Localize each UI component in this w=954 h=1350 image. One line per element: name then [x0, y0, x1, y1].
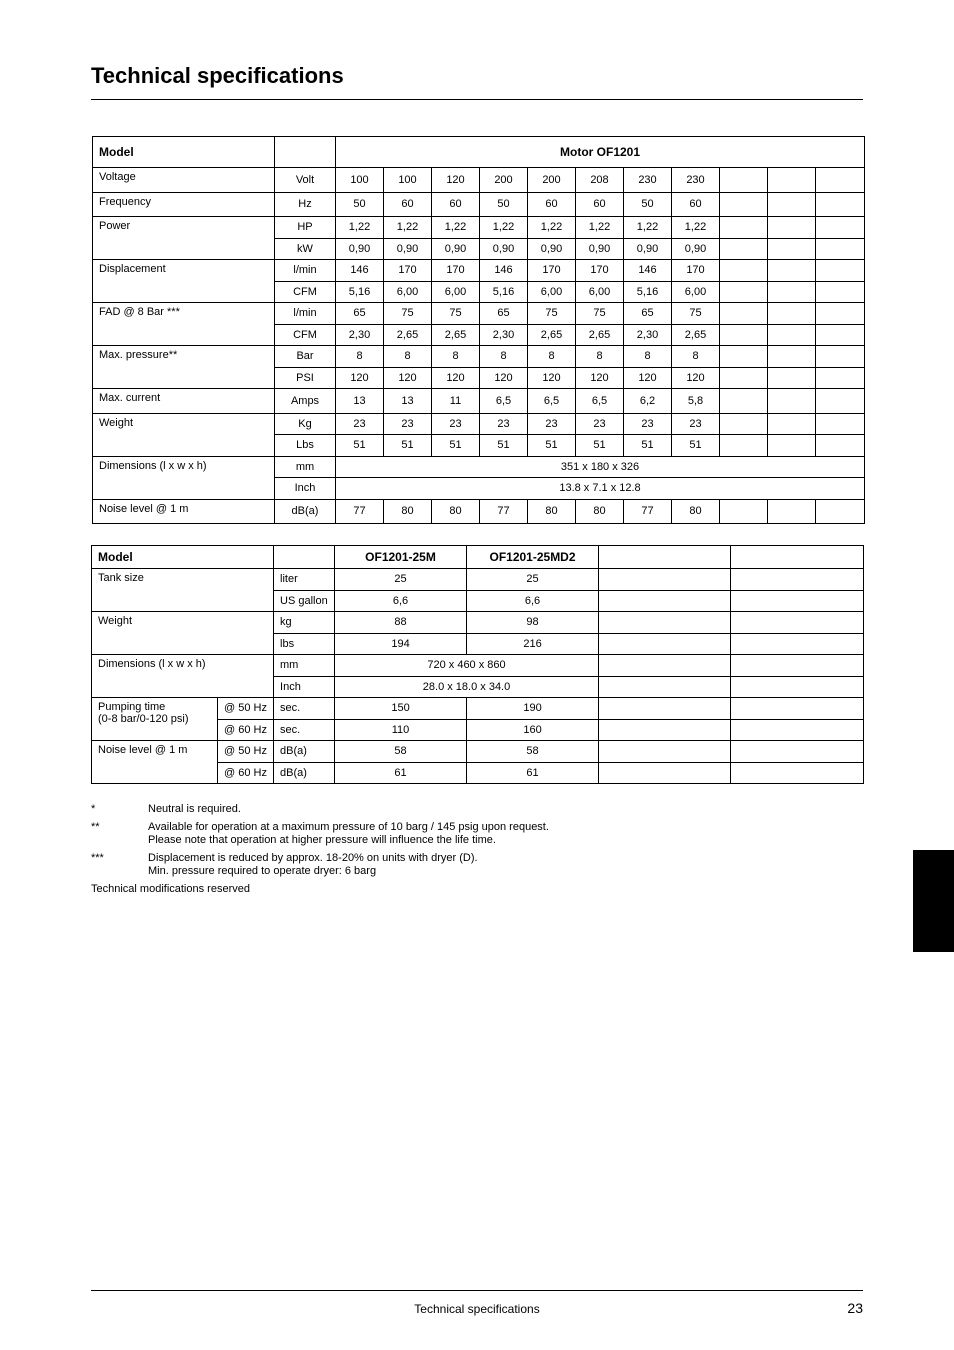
footnote-text — [148, 803, 241, 816]
footnote — [91, 803, 871, 816]
value-cell: 6,00 — [576, 281, 624, 303]
value-cell — [768, 168, 816, 193]
value-cell: 6,2 — [624, 389, 672, 414]
row-label: Noise level @ 1 m — [92, 741, 218, 784]
value-cell: 0,90 — [432, 238, 480, 260]
value-cell — [599, 719, 731, 741]
value-cell: 80 — [576, 499, 624, 524]
value-cell: 120 — [624, 367, 672, 389]
value-cell: 80 — [672, 499, 720, 524]
value-cell — [731, 762, 864, 784]
value-cell: 50 — [336, 192, 384, 217]
model-name — [731, 546, 864, 569]
row-unit: l/min — [275, 303, 336, 325]
row-label: Dimensions (l x w x h) — [93, 456, 275, 499]
value-cell — [599, 676, 731, 698]
footnote-mark: *** — [91, 852, 104, 864]
row-unit: US gallon — [274, 590, 335, 612]
value-cell — [768, 260, 816, 282]
spanned-value: 13.8 x 7.1 x 12.8 — [336, 478, 865, 500]
footnote — [91, 821, 871, 847]
value-cell — [731, 569, 864, 591]
value-cell — [768, 281, 816, 303]
value-cell — [599, 612, 731, 634]
row-label: Max. current — [93, 389, 275, 414]
value-cell — [720, 303, 768, 325]
value-cell — [731, 612, 864, 634]
row-label: Weight — [93, 413, 275, 456]
value-cell: 60 — [528, 192, 576, 217]
value-cell: 0,90 — [624, 238, 672, 260]
value-cell: 8 — [336, 346, 384, 368]
value-cell: 6,00 — [384, 281, 432, 303]
row-unit: HP — [275, 217, 336, 239]
value-cell: 13 — [384, 389, 432, 414]
motor-header: Motor OF1201 — [336, 137, 865, 168]
value-cell: 120 — [384, 367, 432, 389]
value-cell: 1,22 — [384, 217, 432, 239]
value-cell: 1,22 — [624, 217, 672, 239]
footnote — [91, 852, 871, 878]
value-cell: 2,65 — [528, 324, 576, 346]
value-cell — [599, 655, 731, 677]
value-cell: 23 — [624, 413, 672, 435]
model-name — [599, 546, 731, 569]
value-cell: 1,22 — [480, 217, 528, 239]
table-row — [93, 456, 865, 478]
value-cell — [816, 346, 865, 368]
value-cell: 160 — [467, 719, 599, 741]
row-unit: Amps — [275, 389, 336, 414]
value-cell: 50 — [624, 192, 672, 217]
value-cell — [768, 303, 816, 325]
value-cell: 5,16 — [336, 281, 384, 303]
footnote-line: Available for operation at a maximum pressure of 10 barg / 145 psig upon request. — [148, 821, 549, 833]
page-title: Technical specifications — [91, 63, 344, 88]
value-cell: 6,5 — [480, 389, 528, 414]
table-row — [93, 499, 865, 524]
table-row — [93, 217, 865, 239]
value-cell: 25 — [467, 569, 599, 591]
table-row — [92, 612, 864, 634]
value-cell: 61 — [467, 762, 599, 784]
value-cell: 170 — [528, 260, 576, 282]
value-cell — [720, 238, 768, 260]
value-cell — [720, 435, 768, 457]
value-cell: 100 — [384, 168, 432, 193]
value-cell: 98 — [467, 612, 599, 634]
value-cell: 80 — [384, 499, 432, 524]
row-label: Voltage — [93, 168, 275, 193]
value-cell — [720, 389, 768, 414]
model-name: OF1201-25MD2 — [467, 546, 599, 569]
footnote-list — [91, 803, 871, 878]
row-unit: CFM — [275, 324, 336, 346]
value-cell: 120 — [432, 367, 480, 389]
row-label: Power — [93, 217, 275, 260]
row-unit: Inch — [275, 478, 336, 500]
value-cell: 8 — [624, 346, 672, 368]
value-cell — [731, 655, 864, 677]
value-cell — [731, 719, 864, 741]
row-unit: CFM — [275, 281, 336, 303]
model-header: Model — [92, 546, 274, 569]
value-cell: 51 — [336, 435, 384, 457]
value-cell — [731, 676, 864, 698]
model-name: OF1201-25M — [335, 546, 467, 569]
value-cell: 170 — [384, 260, 432, 282]
row-label: Noise level @ 1 m — [93, 499, 275, 524]
value-cell: 5,16 — [624, 281, 672, 303]
value-cell: 23 — [528, 413, 576, 435]
value-cell: 0,90 — [672, 238, 720, 260]
value-cell: 75 — [432, 303, 480, 325]
page-number: 23 — [847, 1300, 863, 1316]
row-label: Weight — [92, 612, 274, 655]
value-cell: 230 — [624, 168, 672, 193]
value-cell — [816, 499, 865, 524]
footnote-mark: ** — [91, 821, 100, 833]
value-cell — [768, 346, 816, 368]
value-cell — [816, 238, 865, 260]
value-cell: 120 — [528, 367, 576, 389]
table-row — [92, 655, 864, 677]
value-cell — [768, 435, 816, 457]
value-cell — [720, 324, 768, 346]
value-cell — [768, 499, 816, 524]
value-cell: 216 — [467, 633, 599, 655]
footnotes — [91, 803, 871, 896]
row-unit: sec. — [274, 698, 335, 720]
value-cell — [816, 260, 865, 282]
value-cell — [720, 346, 768, 368]
value-cell — [816, 435, 865, 457]
spanned-value: 720 x 460 x 860 — [335, 655, 599, 677]
value-cell: 51 — [432, 435, 480, 457]
value-cell: 200 — [528, 168, 576, 193]
value-cell — [816, 389, 865, 414]
value-cell: 8 — [528, 346, 576, 368]
value-cell: 146 — [336, 260, 384, 282]
value-cell: 200 — [480, 168, 528, 193]
model-spec-table — [91, 545, 864, 784]
row-label: Displacement — [93, 260, 275, 303]
value-cell — [816, 168, 865, 193]
value-cell: 60 — [672, 192, 720, 217]
value-cell: 8 — [672, 346, 720, 368]
value-cell: 0,90 — [480, 238, 528, 260]
value-cell: 13 — [336, 389, 384, 414]
value-cell: 2,65 — [672, 324, 720, 346]
value-cell: 23 — [384, 413, 432, 435]
value-cell: 75 — [576, 303, 624, 325]
row-unit: dB(a) — [275, 499, 336, 524]
value-cell: 58 — [467, 741, 599, 763]
footnote-text — [148, 821, 549, 847]
value-cell — [768, 192, 816, 217]
value-cell: 2,65 — [432, 324, 480, 346]
row-unit: sec. — [274, 719, 335, 741]
value-cell: 170 — [672, 260, 720, 282]
value-cell: 51 — [624, 435, 672, 457]
table-row — [93, 413, 865, 435]
row-unit: Bar — [275, 346, 336, 368]
value-cell: 1,22 — [336, 217, 384, 239]
value-cell — [816, 281, 865, 303]
value-cell: 2,30 — [624, 324, 672, 346]
value-cell: 80 — [528, 499, 576, 524]
value-cell: 1,22 — [528, 217, 576, 239]
row-unit: PSI — [275, 367, 336, 389]
value-cell: 0,90 — [336, 238, 384, 260]
value-cell — [768, 324, 816, 346]
table-row — [93, 260, 865, 282]
value-cell: 51 — [576, 435, 624, 457]
value-cell: 194 — [335, 633, 467, 655]
table-row — [92, 698, 864, 720]
table-row — [92, 569, 864, 591]
value-cell: 120 — [336, 367, 384, 389]
value-cell: 23 — [432, 413, 480, 435]
value-cell: 120 — [432, 168, 480, 193]
value-cell: 65 — [624, 303, 672, 325]
value-cell: 1,22 — [672, 217, 720, 239]
value-cell: 60 — [432, 192, 480, 217]
motor-spec-table — [92, 136, 865, 524]
value-cell: 8 — [576, 346, 624, 368]
value-cell: 6,5 — [576, 389, 624, 414]
value-cell: 51 — [672, 435, 720, 457]
value-cell — [599, 590, 731, 612]
value-cell: 190 — [467, 698, 599, 720]
value-cell: 1,22 — [432, 217, 480, 239]
spanned-value: 351 x 180 x 326 — [336, 456, 865, 478]
value-cell — [720, 168, 768, 193]
row-frequency: @ 60 Hz — [218, 719, 274, 741]
value-cell: 75 — [672, 303, 720, 325]
row-frequency: @ 60 Hz — [218, 762, 274, 784]
value-cell: 8 — [432, 346, 480, 368]
row-label-line: (0-8 bar/0-120 psi) — [98, 713, 189, 725]
value-cell — [731, 590, 864, 612]
row-unit: dB(a) — [274, 762, 335, 784]
value-cell: 65 — [480, 303, 528, 325]
value-cell: 65 — [336, 303, 384, 325]
value-cell — [816, 413, 865, 435]
value-cell: 77 — [624, 499, 672, 524]
footer-label: Technical specifications — [414, 1302, 540, 1316]
value-cell: 6,00 — [432, 281, 480, 303]
row-label: Frequency — [93, 192, 275, 217]
table-row — [93, 303, 865, 325]
value-cell: 2,65 — [384, 324, 432, 346]
row-label: Dimensions (l x w x h) — [92, 655, 274, 698]
title-rule — [91, 99, 863, 100]
value-cell — [768, 238, 816, 260]
value-cell: 146 — [624, 260, 672, 282]
value-cell: 6,00 — [528, 281, 576, 303]
value-cell — [816, 192, 865, 217]
value-cell: 88 — [335, 612, 467, 634]
table-row — [93, 389, 865, 414]
row-label — [92, 698, 218, 741]
value-cell — [720, 367, 768, 389]
value-cell — [599, 741, 731, 763]
table-header-row — [92, 546, 864, 569]
row-frequency: @ 50 Hz — [218, 741, 274, 763]
value-cell: 51 — [480, 435, 528, 457]
value-cell: 11 — [432, 389, 480, 414]
value-cell: 0,90 — [384, 238, 432, 260]
row-label: FAD @ 8 Bar *** — [93, 303, 275, 346]
footnote-text — [148, 852, 478, 878]
value-cell: 208 — [576, 168, 624, 193]
value-cell: 80 — [432, 499, 480, 524]
model-header: Model — [93, 137, 275, 168]
value-cell — [731, 741, 864, 763]
value-cell: 120 — [480, 367, 528, 389]
value-cell: 25 — [335, 569, 467, 591]
value-cell — [731, 633, 864, 655]
value-cell — [720, 260, 768, 282]
row-unit: Hz — [275, 192, 336, 217]
value-cell: 2,65 — [576, 324, 624, 346]
row-unit: liter — [274, 569, 335, 591]
value-cell: 75 — [384, 303, 432, 325]
value-cell — [599, 762, 731, 784]
value-cell: 61 — [335, 762, 467, 784]
value-cell: 0,90 — [576, 238, 624, 260]
row-label: Tank size — [92, 569, 274, 612]
value-cell — [720, 281, 768, 303]
value-cell: 6,6 — [335, 590, 467, 612]
value-cell: 170 — [576, 260, 624, 282]
value-cell: 77 — [336, 499, 384, 524]
value-cell — [731, 698, 864, 720]
unit-header — [275, 137, 336, 168]
table-header-row — [93, 137, 865, 168]
value-cell: 0,90 — [528, 238, 576, 260]
value-cell: 110 — [335, 719, 467, 741]
value-cell — [816, 367, 865, 389]
row-unit: Inch — [274, 676, 335, 698]
value-cell: 75 — [528, 303, 576, 325]
value-cell: 146 — [480, 260, 528, 282]
table-row — [93, 168, 865, 193]
row-unit: Kg — [275, 413, 336, 435]
row-unit: kg — [274, 612, 335, 634]
value-cell: 8 — [480, 346, 528, 368]
table-row — [93, 192, 865, 217]
value-cell: 1,22 — [576, 217, 624, 239]
value-cell: 77 — [480, 499, 528, 524]
footnote-line: Displacement is reduced by approx. 18-20% on units with dryer (D). — [148, 852, 478, 864]
value-cell — [816, 324, 865, 346]
value-cell: 120 — [672, 367, 720, 389]
value-cell: 23 — [336, 413, 384, 435]
value-cell: 23 — [672, 413, 720, 435]
row-label-line: Pumping time — [98, 701, 166, 713]
table-row — [93, 346, 865, 368]
value-cell: 6,5 — [528, 389, 576, 414]
value-cell: 6,00 — [672, 281, 720, 303]
value-cell: 23 — [576, 413, 624, 435]
table-row — [92, 741, 864, 763]
value-cell — [720, 217, 768, 239]
value-cell — [720, 413, 768, 435]
row-unit: lbs — [274, 633, 335, 655]
value-cell: 50 — [480, 192, 528, 217]
value-cell: 100 — [336, 168, 384, 193]
row-unit: kW — [275, 238, 336, 260]
value-cell: 60 — [576, 192, 624, 217]
value-cell: 230 — [672, 168, 720, 193]
value-cell — [720, 499, 768, 524]
value-cell: 120 — [576, 367, 624, 389]
footnote-line: Please note that operation at higher pressure will influence the life time. — [148, 834, 496, 846]
row-unit: Lbs — [275, 435, 336, 457]
footnote-mark: * — [91, 803, 96, 815]
row-unit: l/min — [275, 260, 336, 282]
value-cell: 2,30 — [480, 324, 528, 346]
value-cell — [720, 192, 768, 217]
value-cell — [768, 413, 816, 435]
value-cell: 6,6 — [467, 590, 599, 612]
row-frequency: @ 50 Hz — [218, 698, 274, 720]
value-cell — [768, 367, 816, 389]
value-cell: 8 — [384, 346, 432, 368]
value-cell: 23 — [480, 413, 528, 435]
value-cell — [768, 217, 816, 239]
value-cell: 5,8 — [672, 389, 720, 414]
value-cell: 51 — [528, 435, 576, 457]
value-cell — [816, 303, 865, 325]
footer-rule — [91, 1290, 863, 1291]
footnote-line: Min. pressure required to operate dryer: 6 barg — [148, 865, 377, 877]
footnote-line: Neutral is required. — [148, 803, 241, 815]
row-unit: Volt — [275, 168, 336, 193]
value-cell: 58 — [335, 741, 467, 763]
value-cell — [599, 569, 731, 591]
value-cell: 2,30 — [336, 324, 384, 346]
spanned-value: 28.0 x 18.0 x 34.0 — [335, 676, 599, 698]
row-unit: mm — [275, 456, 336, 478]
row-unit: mm — [274, 655, 335, 677]
value-cell: 60 — [384, 192, 432, 217]
row-unit: dB(a) — [274, 741, 335, 763]
unit-header — [274, 546, 335, 569]
value-cell — [599, 698, 731, 720]
technical-modifications-note: Technical modifications reserved — [91, 883, 250, 895]
value-cell: 150 — [335, 698, 467, 720]
value-cell — [816, 217, 865, 239]
value-cell — [599, 633, 731, 655]
chapter-tab-marker — [913, 850, 954, 952]
value-cell: 51 — [384, 435, 432, 457]
value-cell — [768, 389, 816, 414]
row-label: Max. pressure** — [93, 346, 275, 389]
value-cell: 5,16 — [480, 281, 528, 303]
value-cell: 170 — [432, 260, 480, 282]
